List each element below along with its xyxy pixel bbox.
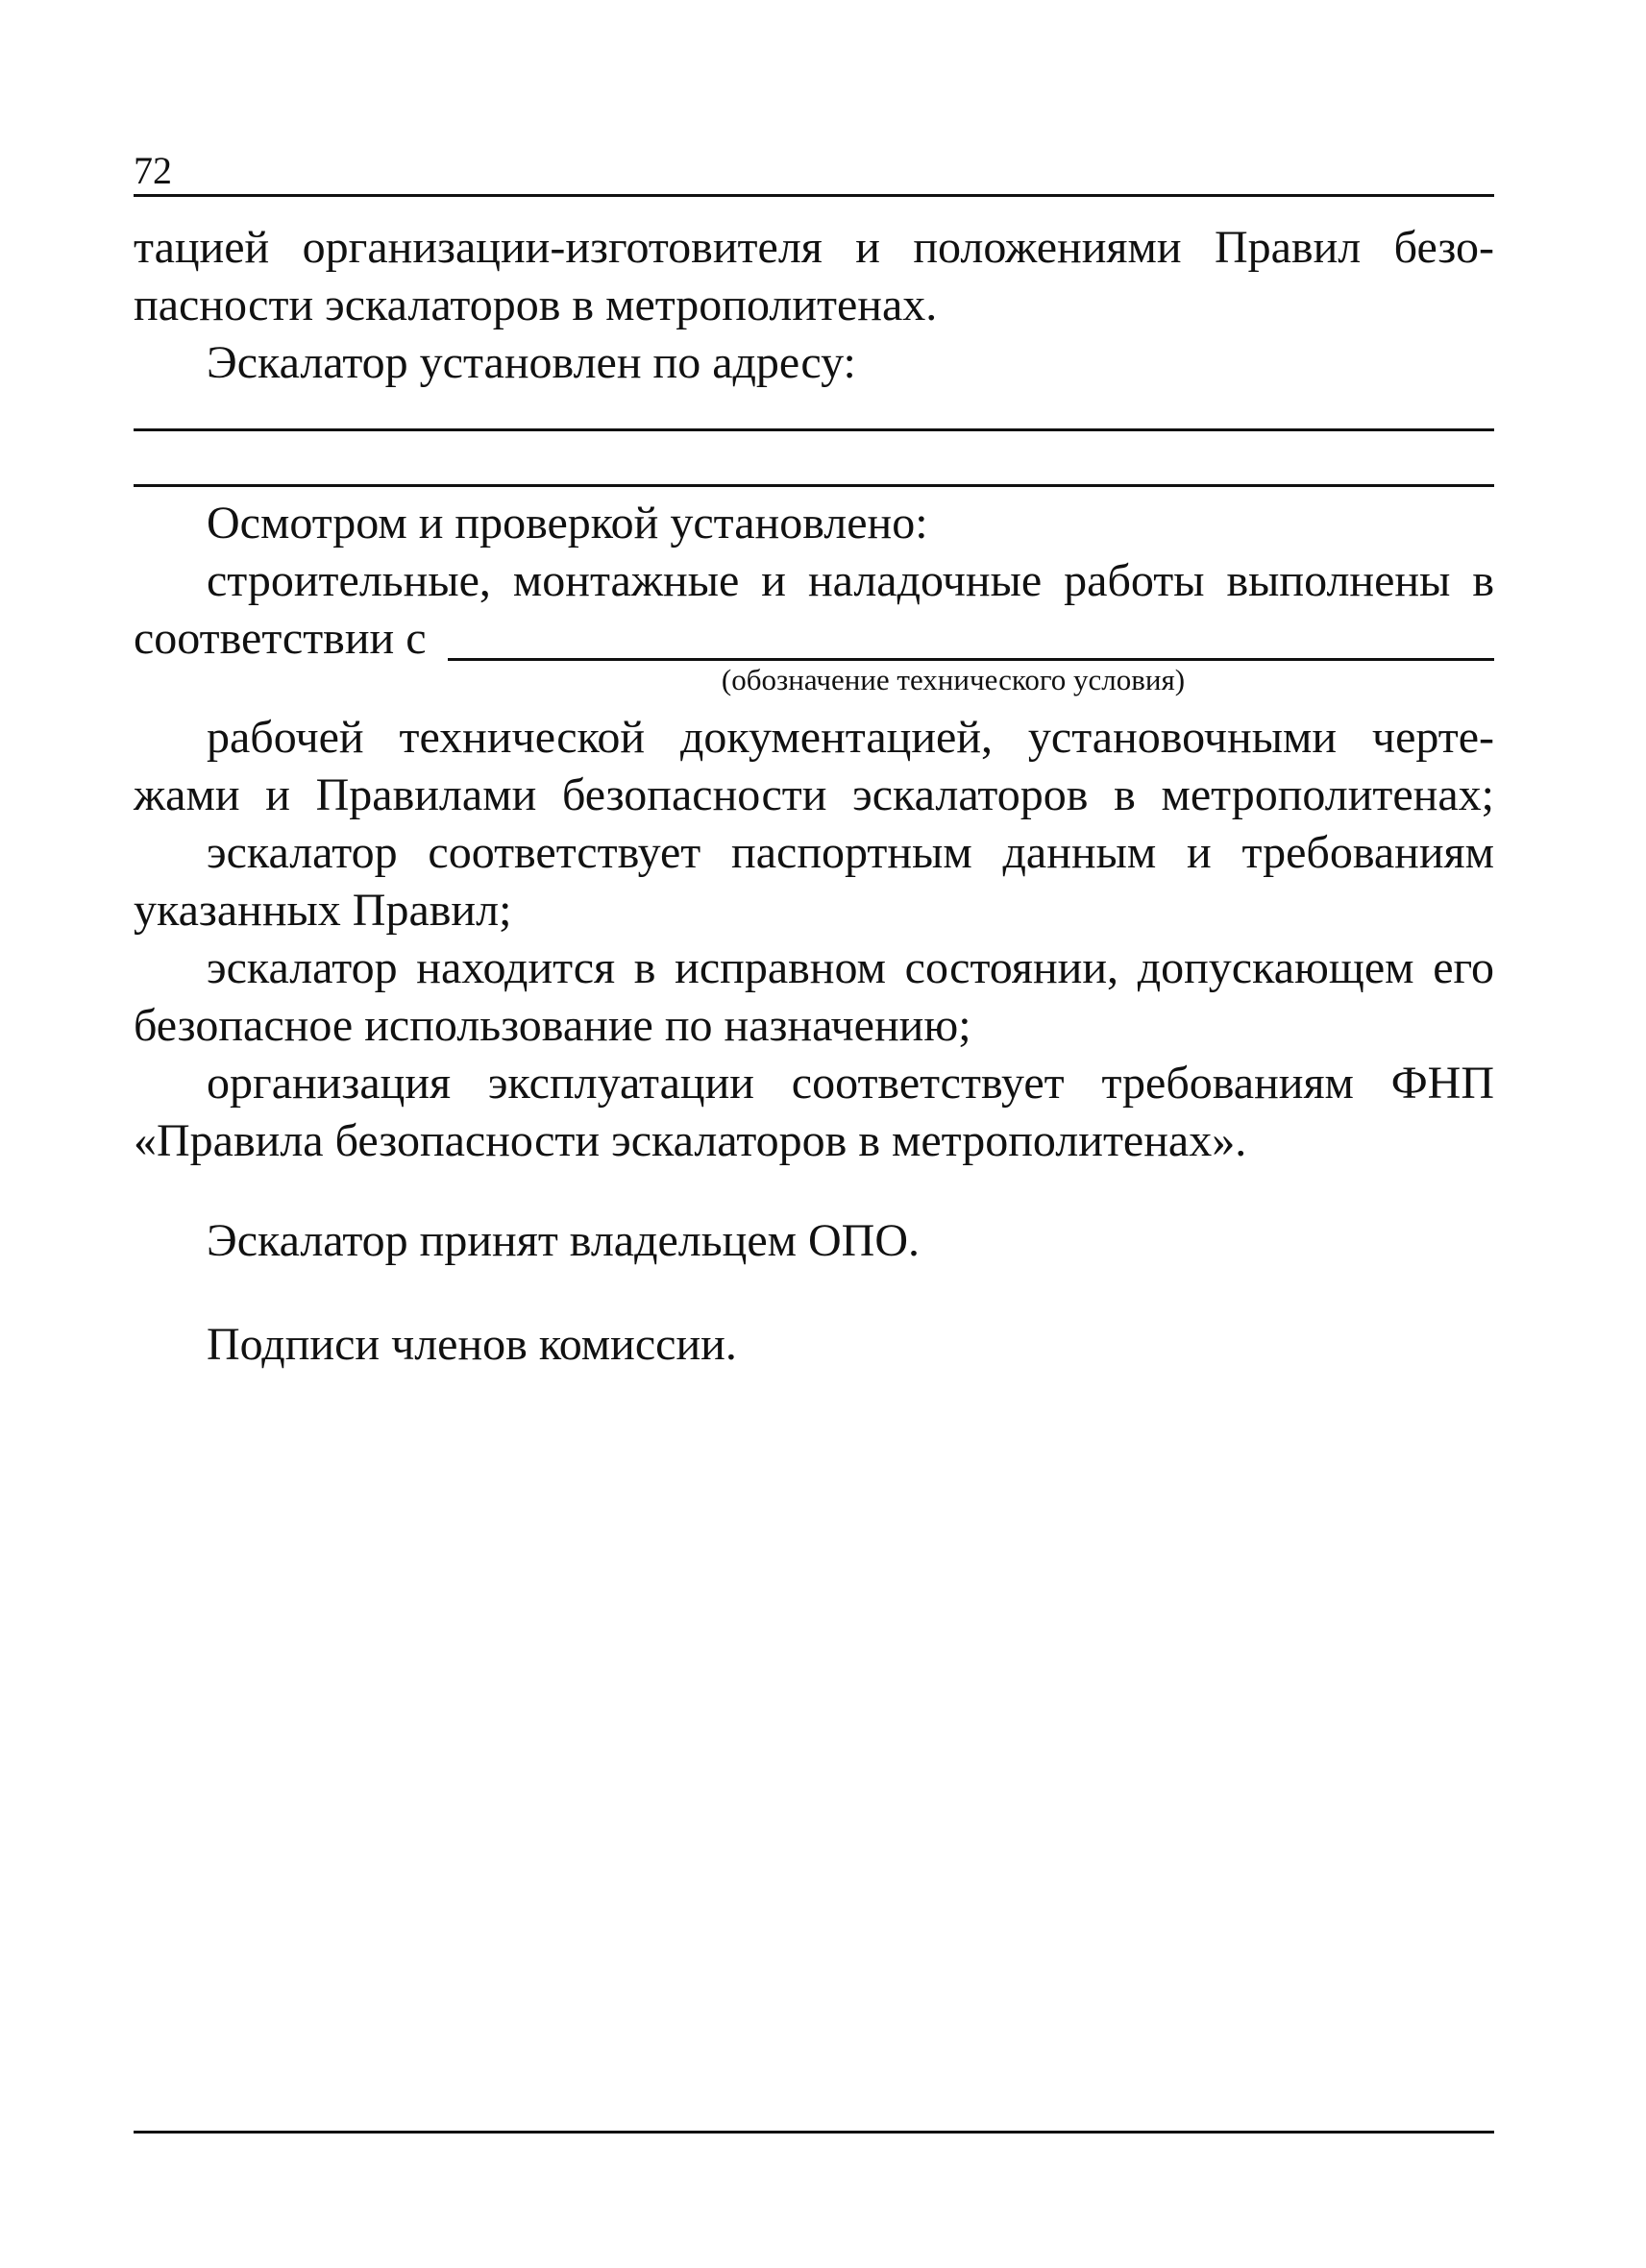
operation-line-2: «Правила безопасности эскалаторов в метрополитенах». xyxy=(134,1115,1247,1166)
footer-rule xyxy=(134,2131,1494,2134)
intro-line-1: тацией организации-изготовителя и положениями Правил безо- xyxy=(134,222,1494,273)
technical-condition-blank[interactable] xyxy=(448,658,1494,661)
technical-condition-caption: (обозначение технического условия) xyxy=(721,663,1186,696)
technical-condition-field xyxy=(134,610,1494,668)
passport-line-1: эскалатор соответствует паспортным данным и требованиям xyxy=(207,827,1494,878)
page-number: 72 xyxy=(134,150,178,192)
intro-line-2: пасности эскалаторов в метрополитенах. xyxy=(134,280,938,330)
address-blank-line-1[interactable] xyxy=(134,428,1494,431)
acceptance-text: Эскалатор принят владельцем ОПО. xyxy=(207,1215,921,1266)
docs-line-1: рабочей технической документацией, установочными черте- xyxy=(207,712,1494,763)
address-blank-line-2[interactable] xyxy=(134,484,1494,487)
passport-line-2: указанных Правил; xyxy=(134,885,512,936)
address-label: Эскалатор установлен по адресу: xyxy=(207,337,856,388)
works-line-1: строительные, монтажные и наладочные работы выполнены в xyxy=(207,555,1494,606)
signatures-text: Подписи членов комиссии. xyxy=(207,1319,737,1370)
condition-line-2: безопасное использование по назначению; xyxy=(134,1000,971,1051)
operation-line-1: организация эксплуатации соответствует требованиям ФНП xyxy=(207,1058,1494,1109)
works-line-2-label: соответствии с xyxy=(134,613,427,664)
page-header xyxy=(134,144,1494,197)
docs-line-2: жами и Правилами безопасности эскалаторов в метрополитенах; xyxy=(134,769,1494,820)
condition-line-1: эскалатор находится в исправном состоянии, допускающем его xyxy=(207,942,1494,993)
inspection-heading: Осмотром и проверкой установлено: xyxy=(207,498,928,549)
